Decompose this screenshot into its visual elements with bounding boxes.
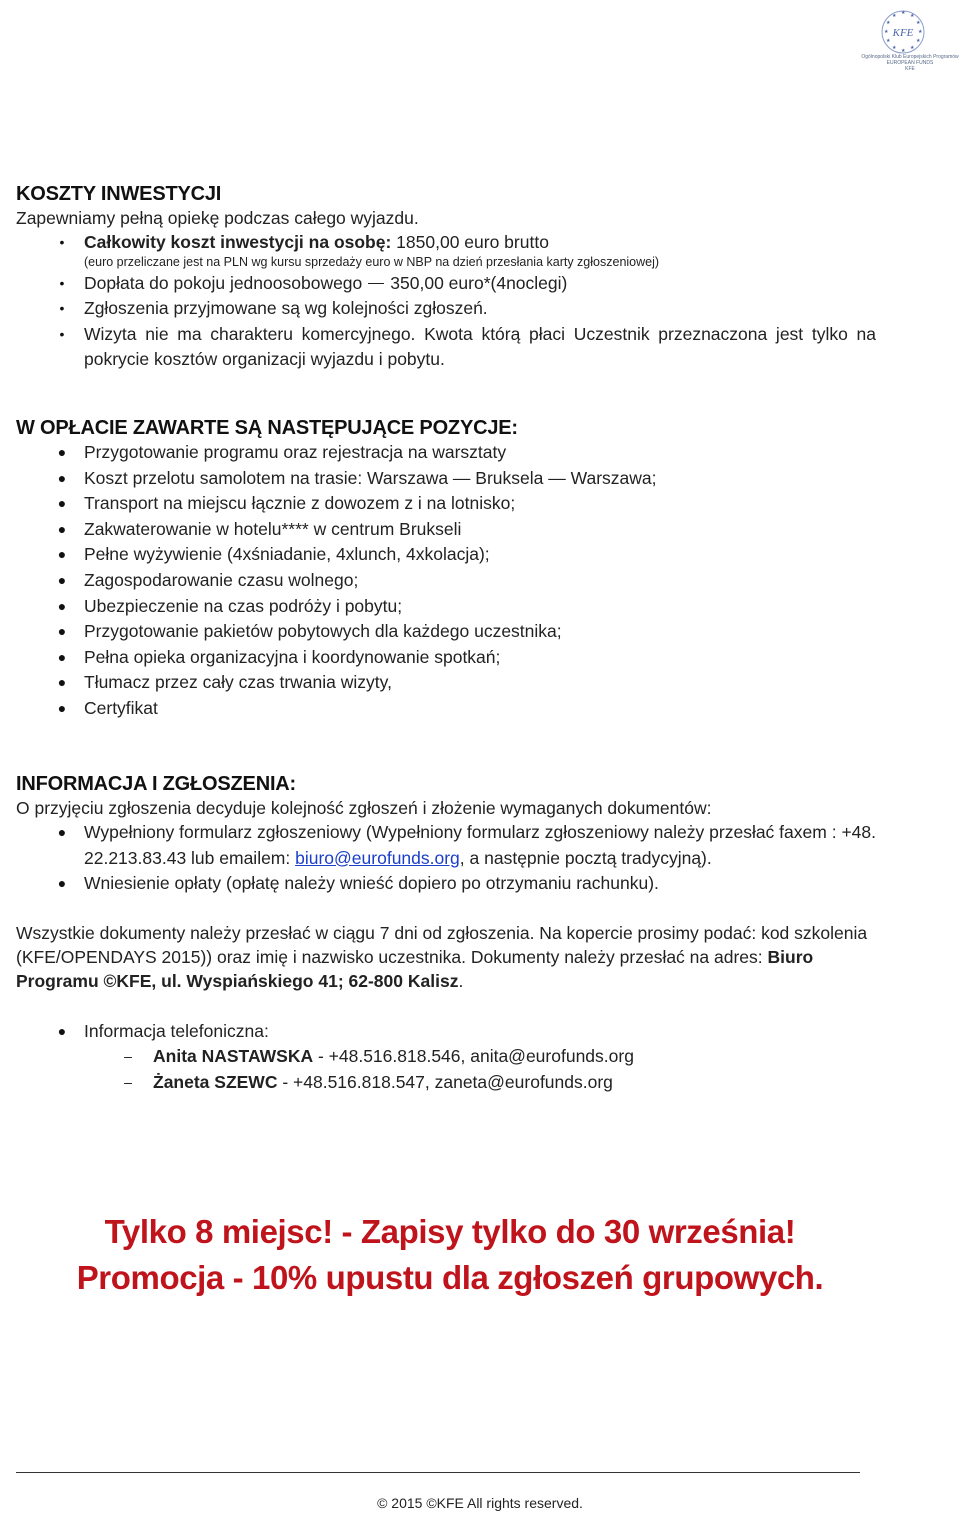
bullet-icon: ● (57, 875, 67, 892)
included-item (16, 619, 876, 645)
included-item-text: Pełne wyżywienie (4xśniadanie, 4xlunch, 4xkolacja); (84, 544, 490, 565)
included-item-text: Przygotowanie pakietów pobytowych dla każdego uczestnika; (84, 621, 562, 642)
included-item-text: Tłumacz przez cały czas trwania wizyty, (84, 672, 392, 693)
costs-list (16, 230, 876, 373)
phone-info-item (16, 1019, 876, 1045)
logo-caption-line2: EUROPEAN FUNDS (886, 60, 934, 66)
info-list (16, 820, 876, 897)
logo-caption (860, 54, 960, 72)
form-text-end: , a następnie pocztą tradycyjną). (459, 847, 712, 868)
bullet-icon: ● (57, 444, 67, 460)
included-item (16, 670, 876, 696)
info-heading: INFORMACJA I ZGŁOSZENIA: (16, 773, 297, 795)
svg-text:★: ★ (886, 20, 891, 26)
cost-total-label: Całkowity koszt inwestycji na osobę: (84, 232, 392, 252)
logo-caption-line3: KFE (905, 66, 915, 72)
bullet-icon: ● (57, 597, 67, 614)
noncommercial-text: Wizyta nie ma charakteru komercyjnego. Kwota którą płaci Uczestnik przeznaczona jest tylko na pokrycie kosztów organizacji wyjazdu i pobytu. (84, 323, 876, 370)
svg-text:★: ★ (901, 48, 906, 54)
contact-details: - +48.516.818.547, zaneta@eurofunds.org (277, 1071, 613, 1092)
info-form-item (16, 820, 876, 871)
included-heading: W OPŁACIE ZAWARTE SĄ NASTĘPUJĄCE POZYCJE: (16, 417, 518, 439)
svg-text:★: ★ (884, 29, 889, 35)
dash-icon (368, 283, 384, 284)
footer-divider (16, 1472, 860, 1473)
documents-paragraph (16, 921, 876, 993)
svg-text:★: ★ (892, 13, 897, 19)
included-item (16, 491, 876, 517)
included-item-text: Pełna opieka organizacyjna i koordynowanie spotkań; (84, 646, 501, 667)
bullet-icon: ● (57, 520, 67, 537)
included-item (16, 594, 876, 620)
included-item-text: Certyfikat (84, 697, 158, 718)
bullet-icon: ● (57, 824, 67, 840)
included-list (16, 440, 876, 722)
info-payment-item (16, 871, 876, 897)
included-item (16, 466, 876, 492)
bullet-icon: ● (57, 674, 67, 691)
cost-total-note (16, 253, 876, 271)
svg-text:★: ★ (910, 13, 915, 19)
single-room-price: 350,00 euro*(4noclegi) (390, 272, 568, 293)
footer-copyright: © 2015 ©KFE All rights reserved. (377, 1495, 583, 1511)
contacts-list (16, 1044, 876, 1095)
payment-text: Wniesienie opłaty (opłatę należy wnieść dopiero po otrzymaniu rachunku). (84, 873, 659, 894)
costs-section (16, 182, 876, 373)
dash-icon: – (124, 1048, 132, 1065)
included-item (16, 645, 876, 671)
included-item (16, 517, 876, 543)
info-section (16, 772, 876, 1096)
svg-text:★: ★ (918, 29, 923, 35)
contact-name: Anita NASTAWSKA (153, 1046, 314, 1067)
included-item-text: Koszt przelotu samolotem na trasie: Warszawa — Bruksela — Warszawa; (84, 467, 657, 488)
bullet-icon: ● (57, 469, 67, 486)
cost-single-room-item (16, 271, 876, 297)
documents-end: . (458, 970, 464, 991)
costs-heading: KOSZTY INWESTYCJI (16, 183, 222, 205)
info-intro: O przyjęciu zgłoszenia decyduje kolejność zgłoszeń i złożenie wymaganych dokumentów: (16, 798, 712, 818)
single-room-label: Dopłata do pokoju jednoosobowego (84, 272, 363, 293)
included-item-text: Przygotowanie programu oraz rejestracja na warsztaty (84, 442, 507, 462)
bullet-icon: • (59, 325, 65, 342)
bullet-icon: ● (57, 648, 67, 665)
included-item (16, 542, 876, 568)
bullet-icon: ● (57, 1022, 67, 1039)
svg-text:★: ★ (910, 45, 915, 51)
bullet-icon: • (59, 234, 65, 250)
contact-details: - +48.516.818.546, anita@eurofunds.org (313, 1046, 634, 1067)
promo-line2: Promocja - 10% upustu dla zgłoszeń grupowych. (76, 1259, 824, 1296)
cost-note-text: (euro przeliczane jest na PLN wg kursu sprzedaży euro w NBP na dzień przesłania karty zgłoszeniowej) (84, 254, 660, 269)
contact-name: Żaneta SZEWC (153, 1071, 278, 1092)
logo-text: KFE (892, 27, 914, 39)
documents-text: Wszystkie dokumenty należy przesłać w ciągu 7 dni od zgłoszenia. Na kopercie prosimy podać: kod szkolenia (KFE/OPENDAYS 2015)) oraz imię i nazwisko uczestnika. Dokumenty należy przesłać na adres: (16, 922, 868, 967)
costs-intro: Zapewniamy pełną opiekę podczas całego wyjazdu. (16, 208, 419, 228)
included-item-text: Ubezpieczenie na czas podróży i pobytu; (84, 595, 403, 616)
cost-total-value: 1850,00 euro brutto (391, 232, 549, 252)
bullet-icon: ● (57, 495, 67, 512)
bullet-icon: ● (57, 546, 67, 563)
bullet-icon: ● (57, 623, 67, 640)
contact-item (16, 1044, 876, 1070)
bullet-icon: ● (57, 699, 67, 716)
included-item-text: Transport na miejscu łącznie z dowozem z i na lotnisko; (84, 493, 516, 514)
cost-noncommercial-item (16, 322, 876, 373)
included-section (16, 416, 876, 722)
contact-item (16, 1070, 876, 1096)
bullet-icon: • (59, 300, 65, 317)
svg-text:★: ★ (901, 10, 906, 16)
form-text: Wypełniony formularz zgłoszeniowy (Wypełniony formularz zgłoszeniowy należy przesłać faxem : +48. 22.213.83.43 lub emailem: (84, 822, 876, 868)
included-item (16, 696, 876, 722)
svg-text:★: ★ (916, 20, 921, 26)
svg-text:★: ★ (916, 38, 921, 44)
svg-text:★: ★ (892, 45, 897, 51)
bullet-icon: ● (57, 571, 67, 588)
included-item-text: Zagospodarowanie czasu wolnego; (84, 569, 359, 590)
documents-address: Biuro Programu ©KFE, ul. Wyspiańskiego 41; 62-800 Kalisz (16, 946, 814, 991)
bullet-icon: • (59, 274, 65, 291)
email-link[interactable]: biuro@eurofunds.org (295, 847, 460, 868)
promo-line1: Tylko 8 miejsc! - Zapisy tylko do 30 września! (104, 1213, 796, 1250)
included-item (16, 440, 876, 466)
included-item-text: Zakwaterowanie w hotelu**** w centrum Brukseli (84, 518, 462, 539)
cost-order-item (16, 296, 876, 322)
phone-label: Informacja telefoniczna: (84, 1020, 269, 1041)
logo-caption-line1: Ogólnopolski Klub Europejskich Programów (861, 54, 959, 60)
svg-text:★: ★ (886, 38, 891, 44)
included-item (16, 568, 876, 594)
phone-list (16, 1019, 876, 1045)
dash-icon: – (124, 1073, 132, 1090)
order-text: Zgłoszenia przyjmowane są wg kolejności zgłoszeń. (84, 298, 488, 319)
